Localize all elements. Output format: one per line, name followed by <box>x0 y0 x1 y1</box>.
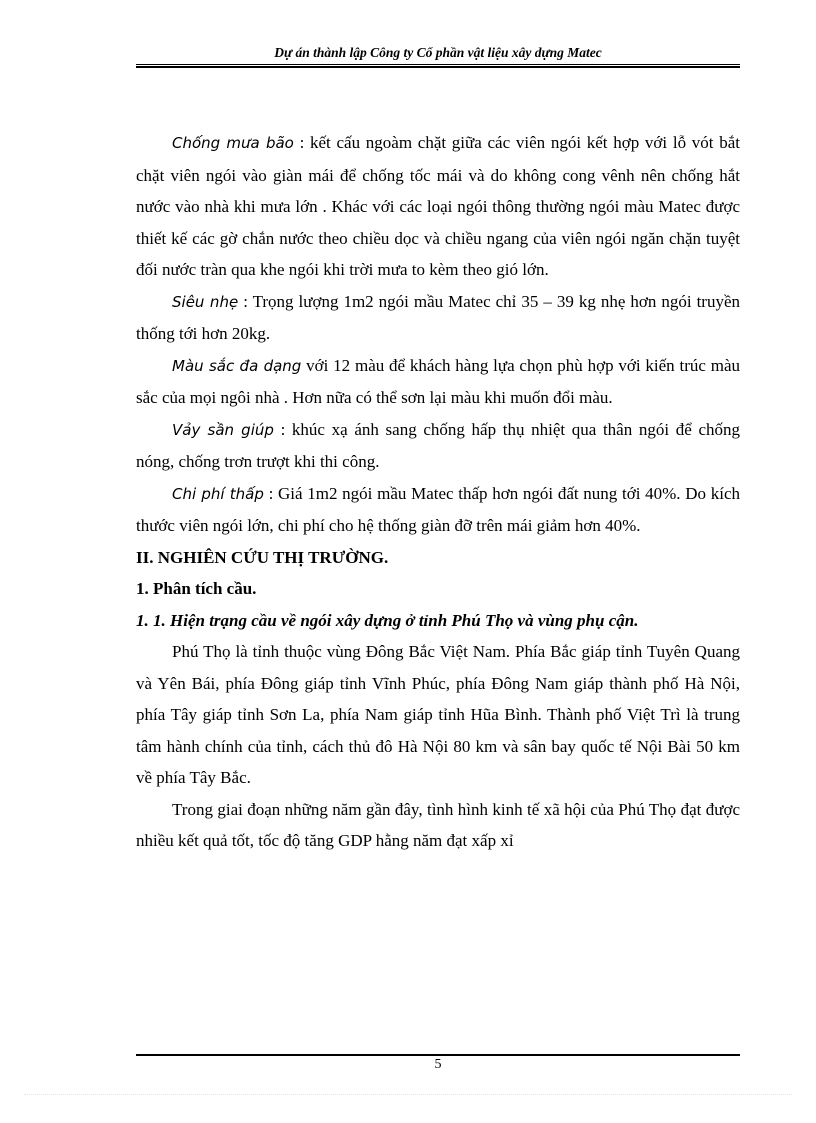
body-paragraph-economy: Trong giai đoạn những năm gần đây, tình hình kinh tế xã hội của Phú Thọ đạt được nhiều kết quả tốt, tốc độ tăng GDP hằng năm đạt xấp xỉ <box>136 799 740 850</box>
body-paragraph-geography: Phú Thọ là tỉnh thuộc vùng Đông Bắc Việt Nam. Phía Bắc giáp tỉnh Tuyên Quang và Yên Bái, phía Đông giáp tỉnh Vĩnh Phúc, phía Đông Nam giáp thành phố Hà Nội, phía Tây giáp tỉnh Sơn La, phía Nam giáp tỉnh Hũa Bình. Thành phố Việt Trì là trung tâm hành chính của tỉnh, cách thủ đô Hà Nội 80 km và sân bay quốc tế Nội Bài 50 km về phía Tây Bắc. <box>136 642 740 787</box>
running-header: Dự án thành lập Công ty Cổ phần vật liệu xây dựng Matec <box>274 45 602 60</box>
feature-paragraph-texture <box>136 414 740 478</box>
feature-lead: Vảy sần giúp <box>172 420 274 439</box>
feature-paragraph-cost <box>136 478 740 542</box>
feature-text: với 12 màu để khách hàng lựa chọn phù hợp với kiến trúc màu sắc của mọi ngôi nhà . Hơn nữa có thể sơn lại màu khi muốn đổi màu. <box>136 355 740 407</box>
feature-paragraph-light <box>136 286 740 350</box>
feature-text: : kết cấu ngoàm chặt giữa các viên ngói kết hợp với lỗ vót bắt chặt viên ngói vào giàn mái để chống tốc mái và do không cong vênh nên chống hắt nước vào nhà khi mưa lớn . Khác với các loại ngói thông thường ngói màu Matec được thiết kế các gờ chắn nước theo chiều dọc và chiều ngang của viên ngói ngăn chặn tuyệt đối nước tràn qua khe ngói khi trời mưa to kèm theo gió lớn. <box>136 133 740 279</box>
subsub-heading: 1. 1. Hiện trạng cầu về ngói xây dựng ở tỉnh Phú Thọ và vùng phụ cận. <box>136 610 639 630</box>
feature-lead: Chống mưa bão <box>172 134 294 152</box>
feature-lead: Siêu nhẹ <box>172 292 239 311</box>
feature-paragraph-rain <box>136 127 740 286</box>
feature-text: : khúc xạ ánh sang chống hấp thụ nhiệt qua thân ngói để chống nóng, chống trơn trượt khi thi công. <box>136 419 740 471</box>
header-rule-thin <box>136 64 740 65</box>
sub-heading: 1. Phân tích cầu. <box>136 579 257 598</box>
page-body <box>136 127 740 857</box>
page-number: 5 <box>434 1057 442 1072</box>
section-heading: II. NGHIÊN CỨU THỊ TRƯỜNG. <box>136 547 389 567</box>
feature-text: : Trọng lượng 1m2 ngói mầu Matec chỉ 35 – 39 kg nhẹ hơn ngói truyền thống tới hơn 20kg. <box>136 291 741 343</box>
feature-paragraph-colors <box>136 350 740 414</box>
header-rule-thick <box>136 66 740 68</box>
feature-lead: Màu sắc đa dạng <box>172 356 302 375</box>
feature-text: : Giá 1m2 ngói mầu Matec thấp hơn ngói đất nung tới 40%. Do kích thước viên ngói lớn, chi phí cho hệ thống giàn đỡ trên mái giảm hơn 40%. <box>136 483 740 535</box>
page-edge <box>24 1094 792 1095</box>
feature-lead: Chi phí thấp <box>172 484 264 503</box>
